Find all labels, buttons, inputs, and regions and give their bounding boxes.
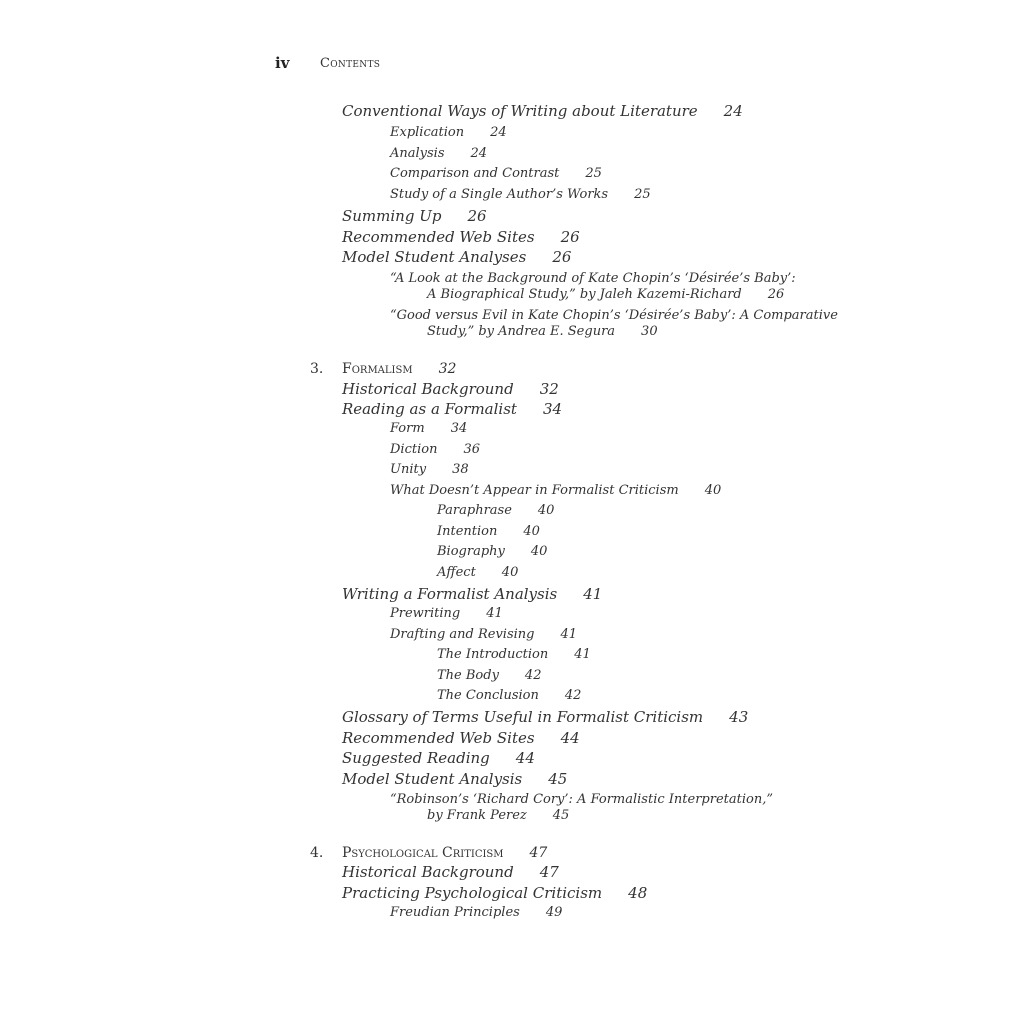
- toc-entry-title: Suggested Reading: [342, 749, 490, 767]
- toc-entry[interactable]: [437, 503, 554, 518]
- toc-entry-page: 43: [729, 708, 749, 726]
- toc-entry-page: 45: [548, 770, 568, 788]
- essay-title-line[interactable]: “Robinson’s ‘Richard Cory’: A Formalistic Interpretation,”: [390, 792, 773, 807]
- chapter-number: 4.: [310, 845, 324, 861]
- toc-entry-page: 49: [545, 905, 563, 920]
- toc-entry-title: Unity: [390, 462, 427, 477]
- toc-entry-title: What Doesn’t Appear in Formalist Criticism: [390, 483, 679, 498]
- toc-entry-title: Practicing Psychological Criticism: [342, 884, 603, 902]
- toc-entry-title: Historical Background: [342, 380, 514, 398]
- chapter-title[interactable]: [342, 845, 547, 861]
- essay-author: by Frank Perez: [427, 808, 527, 823]
- toc-entry-title: Model Student Analyses: [342, 248, 527, 266]
- toc-entry-page: 25: [634, 187, 651, 202]
- toc-entry-title: Glossary of Terms Useful in Formalist Criticism: [342, 708, 704, 726]
- toc-entry-title: Biography: [437, 544, 505, 559]
- essay-author: A Biographical Study,” by Jaleh Kazemi-Richard: [427, 287, 742, 302]
- toc-entry-title: Form: [390, 421, 425, 436]
- toc-entry-title: Affect: [437, 565, 476, 580]
- toc-entry[interactable]: [437, 647, 591, 662]
- toc-entry-page: 41: [560, 627, 578, 642]
- toc-entry-page: 26: [560, 228, 580, 246]
- toc-entry-title: Paraphrase: [437, 503, 512, 518]
- toc-entry-page: 26: [767, 287, 785, 302]
- toc-entry-title: Conventional Ways of Writing about Literature: [342, 102, 698, 120]
- toc-entry[interactable]: [390, 905, 562, 920]
- toc-entry[interactable]: [390, 146, 487, 161]
- toc-entry-title: Study of a Single Author’s Works: [390, 187, 609, 202]
- essay-author-line[interactable]: [427, 287, 784, 302]
- toc-entry[interactable]: [342, 228, 580, 246]
- toc-entry-page: 45: [552, 808, 570, 823]
- toc-entry-title: Intention: [437, 524, 498, 539]
- toc-entry[interactable]: [342, 863, 559, 881]
- toc-entry-page: 41: [583, 585, 603, 603]
- toc-entry-title: Summing Up: [342, 207, 442, 225]
- chapter-title-text: Formalism: [342, 361, 413, 377]
- toc-entry-page: 42: [564, 688, 582, 703]
- toc-entry-page: 24: [470, 146, 488, 161]
- toc-entry-page: 26: [467, 207, 487, 225]
- toc-entry-page: 40: [523, 524, 540, 539]
- toc-entry-page: 36: [463, 442, 480, 457]
- toc-entry-page: 38: [452, 462, 469, 477]
- toc-entry-page: 26: [552, 248, 572, 266]
- toc-entry-title: Recommended Web Sites: [342, 729, 535, 747]
- toc-entry-title: Recommended Web Sites: [342, 228, 535, 246]
- toc-entry[interactable]: [390, 421, 467, 436]
- toc-entry[interactable]: [342, 207, 487, 225]
- toc-entry-page: 24: [723, 102, 743, 120]
- toc-entry-title: Comparison and Contrast: [390, 166, 560, 181]
- toc-entry[interactable]: [342, 708, 748, 726]
- toc-entry-title: Writing a Formalist Analysis: [342, 585, 558, 603]
- toc-entry[interactable]: [390, 187, 651, 202]
- toc-entry-page: 34: [450, 421, 468, 436]
- toc-entry-title: Historical Background: [342, 863, 514, 881]
- chapter-page: 32: [438, 361, 457, 377]
- toc-entry-page: 42: [524, 668, 542, 683]
- toc-entry[interactable]: [390, 125, 507, 140]
- chapter-title[interactable]: [342, 361, 456, 377]
- toc-entry-page: 41: [574, 647, 591, 662]
- toc-entry-page: 40: [537, 503, 555, 518]
- chapter-number: 3.: [310, 361, 324, 377]
- toc-entry-title: Freudian Principles: [390, 905, 520, 920]
- toc-entry-title: Diction: [390, 442, 438, 457]
- toc-entry[interactable]: [342, 248, 571, 266]
- toc-entry[interactable]: [437, 524, 540, 539]
- toc-entry[interactable]: [390, 606, 503, 621]
- toc-entry[interactable]: [342, 102, 743, 120]
- toc-entry-title: The Introduction: [437, 647, 549, 662]
- toc-entry[interactable]: [437, 668, 541, 683]
- toc-entry-title: Analysis: [390, 146, 445, 161]
- toc-entry[interactable]: [390, 627, 577, 642]
- toc-entry-page: 32: [539, 380, 559, 398]
- toc-entry-title: Drafting and Revising: [390, 627, 535, 642]
- toc-entry-page: 41: [486, 606, 503, 621]
- chapter-title-text: Psychological Criticism: [342, 845, 504, 861]
- toc-entry[interactable]: [390, 483, 721, 498]
- toc-entry-title: Explication: [390, 125, 465, 140]
- toc-entry[interactable]: [390, 462, 469, 477]
- essay-author: Study,” by Andrea E. Segura: [427, 324, 616, 339]
- toc-entry-title: Prewriting: [390, 606, 461, 621]
- chapter-page: 47: [529, 845, 548, 861]
- essay-title-line[interactable]: “Good versus Evil in Kate Chopin’s ‘Désirée’s Baby’: A Comparative: [390, 308, 838, 323]
- toc-entry[interactable]: [342, 770, 567, 788]
- essay-author-line[interactable]: [427, 808, 569, 823]
- toc-entry[interactable]: [437, 565, 518, 580]
- running-head: Contents: [320, 56, 381, 71]
- toc-entry[interactable]: [390, 442, 480, 457]
- toc-entry-page: 47: [539, 863, 559, 881]
- toc-entry-page: 25: [585, 166, 602, 181]
- toc-entry-page: 44: [560, 729, 580, 747]
- toc-entry-title: The Body: [437, 668, 499, 683]
- toc-entry[interactable]: [342, 400, 562, 418]
- toc-entry[interactable]: [437, 544, 547, 559]
- toc-entry-page: 40: [704, 483, 722, 498]
- toc-entry[interactable]: [342, 749, 535, 767]
- toc-entry-title: The Conclusion: [437, 688, 539, 703]
- essay-title-line[interactable]: “A Look at the Background of Kate Chopin’s ‘Désirée’s Baby’:: [390, 271, 796, 286]
- toc-entry-page: 44: [515, 749, 535, 767]
- toc-entry-page: 48: [628, 884, 648, 902]
- toc-entry[interactable]: [342, 380, 559, 398]
- essay-author-line[interactable]: [427, 324, 658, 339]
- toc-entry-title: Reading as a Formalist: [342, 400, 517, 418]
- toc-entry[interactable]: [342, 729, 580, 747]
- page-folio: iv: [275, 54, 290, 72]
- toc-entry-page: 34: [542, 400, 563, 418]
- toc-entry[interactable]: [342, 585, 602, 603]
- toc-entry-page: 24: [490, 125, 507, 140]
- toc-entry[interactable]: [390, 166, 602, 181]
- toc-entry[interactable]: [342, 884, 647, 902]
- toc-entry-page: 40: [501, 565, 519, 580]
- toc-entry-page: 30: [641, 324, 658, 339]
- toc-entry-title: Model Student Analysis: [342, 770, 523, 788]
- toc-entry[interactable]: [437, 688, 581, 703]
- toc-entry-page: 40: [530, 544, 548, 559]
